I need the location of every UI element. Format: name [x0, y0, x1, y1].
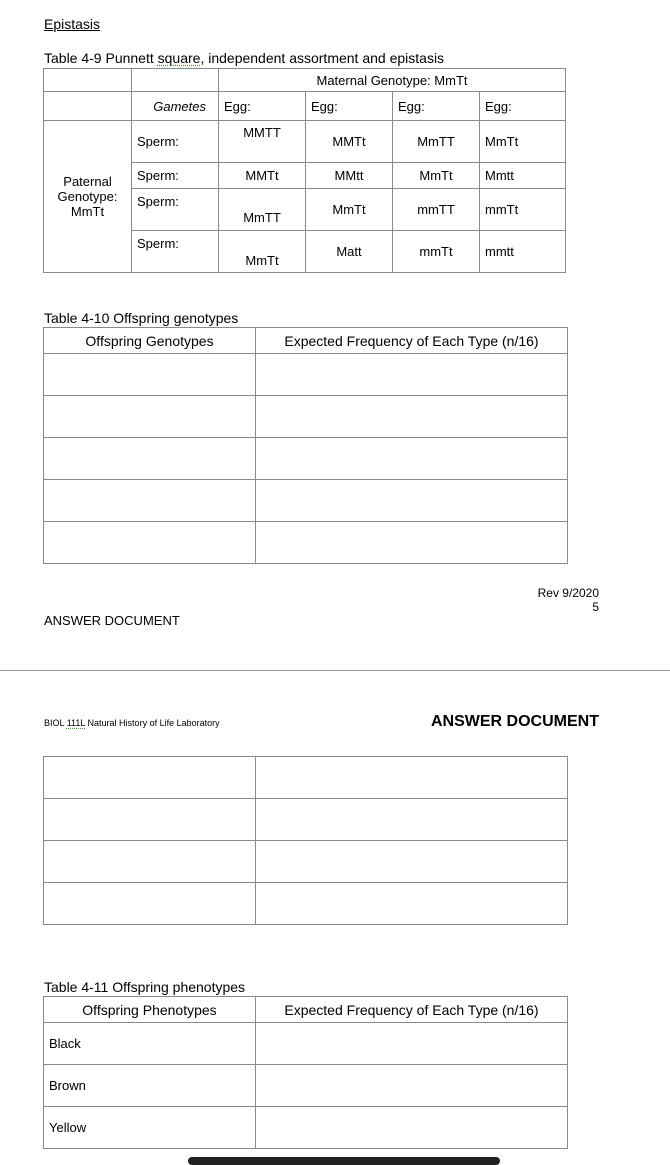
frequency-answer-cell[interactable]	[256, 522, 568, 564]
revision-text: Rev 9/2020	[537, 586, 599, 600]
caption-text: , independent assortment and epistasis	[200, 50, 445, 66]
caption-text-underlined: square	[157, 50, 201, 66]
punnett-cell: MMTt	[306, 121, 393, 163]
genotype-answer-cell[interactable]	[44, 841, 256, 883]
caption-text: Table 4-9 Punnett	[44, 50, 158, 66]
phenotype-label: Brown	[44, 1065, 256, 1107]
table-4-11-caption: Table 4-11 Offspring phenotypes	[44, 979, 246, 995]
frequency-answer-cell[interactable]	[256, 354, 568, 396]
section-title: Epistasis	[44, 16, 101, 32]
punnett-cell: MMtt	[306, 163, 393, 189]
frequency-answer-cell[interactable]	[256, 1065, 568, 1107]
genotype-answer-cell[interactable]	[44, 438, 256, 480]
frequency-answer-cell[interactable]	[256, 396, 568, 438]
genotype-answer-cell[interactable]	[44, 480, 256, 522]
paternal-label-line: Paternal	[63, 174, 112, 189]
sperm-label: Sperm:	[132, 189, 219, 231]
course-header-text: BIOL	[44, 718, 67, 728]
genotype-answer-cell[interactable]	[44, 396, 256, 438]
phenotype-label: Yellow	[44, 1107, 256, 1149]
maternal-genotype-header: Maternal Genotype: MmTt	[219, 69, 566, 92]
genotype-answer-cell[interactable]	[44, 799, 256, 841]
blank-cell	[132, 69, 219, 92]
blank-cell	[44, 92, 132, 121]
offspring-genotypes-table-continued	[43, 756, 568, 925]
punnett-cell: Matt	[306, 231, 393, 273]
table-4-9-caption	[44, 50, 444, 66]
punnett-cell: mmTt	[480, 189, 566, 231]
punnett-cell: MmTT	[219, 189, 306, 231]
sperm-label: Sperm:	[132, 163, 219, 189]
egg-label: Egg:	[306, 92, 393, 121]
offspring-genotypes-table	[43, 327, 568, 564]
course-header-text: Natural History of Life Laboratory	[85, 718, 220, 728]
blank-cell	[44, 69, 132, 92]
punnett-cell: MmTt	[393, 163, 480, 189]
egg-label: Egg:	[219, 92, 306, 121]
offspring-phenotypes-table	[43, 996, 568, 1149]
punnett-cell: Mmtt	[480, 163, 566, 189]
page-divider	[0, 670, 670, 671]
punnett-square-table	[43, 68, 566, 273]
frequency-answer-cell[interactable]	[256, 799, 568, 841]
sperm-label: Sperm:	[132, 231, 219, 273]
table-4-10-caption: Table 4-10 Offspring genotypes	[44, 310, 239, 326]
genotype-answer-cell[interactable]	[44, 522, 256, 564]
punnett-cell: MmTt	[219, 231, 306, 273]
frequency-answer-cell[interactable]	[256, 1107, 568, 1149]
frequency-answer-cell[interactable]	[256, 757, 568, 799]
column-header: Offspring Phenotypes	[44, 997, 256, 1023]
punnett-cell: MmTt	[306, 189, 393, 231]
genotype-answer-cell[interactable]	[44, 883, 256, 925]
gametes-label: Gametes	[132, 92, 219, 121]
punnett-cell: MMTt	[219, 163, 306, 189]
egg-label: Egg:	[480, 92, 566, 121]
genotype-answer-cell[interactable]	[44, 757, 256, 799]
course-header	[44, 718, 220, 728]
horizontal-scrollbar[interactable]	[188, 1157, 500, 1165]
frequency-answer-cell[interactable]	[256, 438, 568, 480]
frequency-answer-cell[interactable]	[256, 841, 568, 883]
genotype-answer-cell[interactable]	[44, 354, 256, 396]
answer-document-header: ANSWER DOCUMENT	[431, 713, 599, 730]
page-footer-revision	[538, 586, 599, 614]
punnett-cell: mmtt	[480, 231, 566, 273]
column-header: Offspring Genotypes	[44, 328, 256, 354]
course-number: 111L	[66, 718, 86, 728]
phenotype-label: Black	[44, 1023, 256, 1065]
paternal-genotype-label	[44, 121, 132, 273]
page-number: 5	[592, 600, 599, 614]
column-header: Expected Frequency of Each Type (n/16)	[256, 997, 568, 1023]
answer-document-footer: ANSWER DOCUMENT	[44, 613, 180, 628]
punnett-cell: MmTt	[480, 121, 566, 163]
frequency-answer-cell[interactable]	[256, 480, 568, 522]
punnett-cell: MmTT	[393, 121, 480, 163]
frequency-answer-cell[interactable]	[256, 883, 568, 925]
sperm-label: Sperm:	[132, 121, 219, 163]
punnett-cell: mmTT	[393, 189, 480, 231]
punnett-cell: mmTt	[393, 231, 480, 273]
egg-label: Egg:	[393, 92, 480, 121]
column-header: Expected Frequency of Each Type (n/16)	[256, 328, 568, 354]
frequency-answer-cell[interactable]	[256, 1023, 568, 1065]
paternal-label-line: MmTt	[70, 204, 105, 219]
paternal-label-line: Genotype:	[57, 189, 118, 204]
punnett-cell: MMTT	[219, 121, 306, 163]
